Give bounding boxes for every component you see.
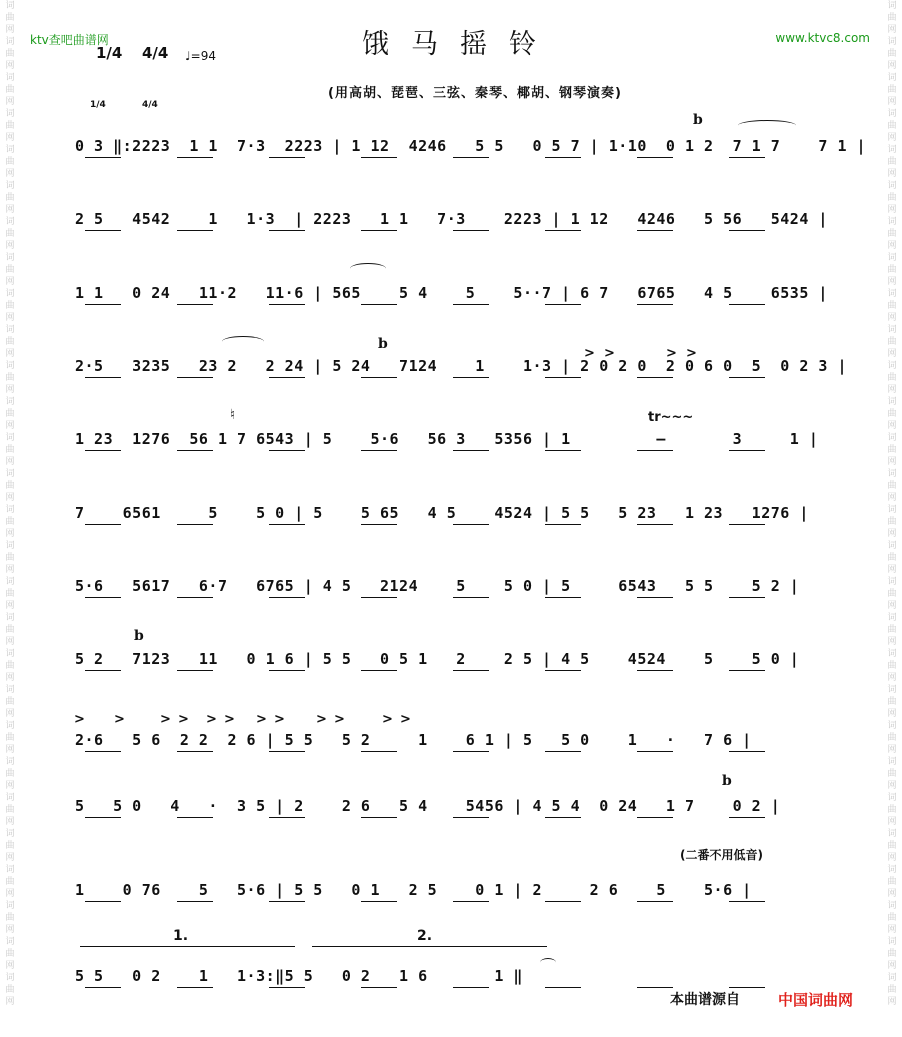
beam-line: [729, 751, 765, 752]
tempo-marking: ♩=94: [185, 49, 216, 63]
beam-line: [269, 157, 305, 158]
accent-mark: >: [206, 712, 218, 727]
accent-mark: >: [274, 712, 286, 727]
beam-line: [729, 450, 765, 451]
beam-line: [361, 817, 397, 818]
beam-line: [269, 304, 305, 305]
beam-line: [729, 157, 765, 158]
beam-line: [729, 817, 765, 818]
beam-line: [545, 157, 581, 158]
accent-mark: >: [382, 712, 394, 727]
score-line-notes: 5 5 0 2 1 1·3:‖5 5 0 2 1 6 1 ‖: [75, 967, 523, 985]
beam-line: [85, 230, 121, 231]
site-watermark-left[interactable]: ktv查吧曲谱网: [30, 33, 109, 47]
beam-line: [361, 670, 397, 671]
volta-label-1: 1.: [170, 928, 191, 944]
beam-line: [545, 230, 581, 231]
beam-line: [637, 987, 673, 988]
slur-mark: [222, 336, 264, 347]
accent-mark: >: [256, 712, 268, 727]
beam-line: [85, 304, 121, 305]
beam-line: [453, 450, 489, 451]
score-line: [75, 277, 840, 309]
beam-line: [269, 377, 305, 378]
accent-mark: >: [686, 346, 698, 361]
natural-sign: ♮: [230, 407, 236, 423]
beam-line: [269, 524, 305, 525]
slur-mark: [738, 120, 796, 131]
score-line-notes: 0 3 ‖:2223 1 1 7·3 2223 | 1 12 4246 5 5 0 5 7 | 1·10 0 1 2 7 1 7 7 1 |: [75, 137, 867, 155]
beam-line: [177, 670, 213, 671]
score-line-notes: 5·6 5617 6·7 6765 | 4 5 2124 5 5 0 | 5 6543 5 5 5 2 |: [75, 577, 800, 595]
accent-mark: >: [74, 712, 86, 727]
beam-line: [361, 157, 397, 158]
small-meter-one-four: 1/4: [90, 100, 106, 110]
beam-line: [545, 751, 581, 752]
beam-line: [177, 524, 213, 525]
score-line-notes: 1 23 1276 56 1 7 6543 | 5 5·6 56 3 5356 | 1 — 3 1 |: [75, 430, 819, 448]
score-line-notes: 5 5 0 4 · 3 5 | 2 2 6 5 4 5456 | 4 5 4 0 24 1 7 0 2 |: [75, 797, 781, 815]
beam-line: [361, 901, 397, 902]
beam-line: [545, 670, 581, 671]
slur-mark: [350, 263, 386, 274]
beam-line: [637, 377, 673, 378]
beam-line: [85, 157, 121, 158]
beam-line: [85, 987, 121, 988]
score-line-notes: 7 6561 5 5 0 | 5 5 65 4 5 4524 | 5 5 5 23 1 23 1276 |: [75, 504, 809, 522]
beam-line: [269, 751, 305, 752]
beam-line: [177, 597, 213, 598]
source-link[interactable]: 中国词曲网: [778, 991, 854, 1009]
beam-line: [269, 597, 305, 598]
beam-line: [269, 987, 305, 988]
beam-line: [637, 817, 673, 818]
beam-line: [545, 597, 581, 598]
beam-line: [453, 987, 489, 988]
beam-line: [361, 524, 397, 525]
accent-mark: >: [114, 712, 126, 727]
score-line: [75, 790, 840, 822]
beam-line: [453, 304, 489, 305]
beam-line: [269, 670, 305, 671]
beam-line: [545, 987, 581, 988]
beam-line: [177, 817, 213, 818]
beam-line: [85, 450, 121, 451]
beam-line: [729, 524, 765, 525]
score-line: [75, 497, 840, 529]
source-prefix: 本曲谱源自: [670, 992, 740, 1008]
accent-mark: >: [178, 712, 190, 727]
score-line-notes: 1 1 0 24 11·2 11·6 | 565 5 4 5 5··7 | 6 7 6765 4 5 6535 |: [75, 284, 828, 302]
meter-four-four: 4/4: [142, 44, 169, 62]
flat-sign: b: [693, 112, 703, 128]
beam-line: [545, 450, 581, 451]
beam-line: [729, 304, 765, 305]
beam-line: [729, 597, 765, 598]
beam-line: [453, 817, 489, 818]
score-line: [75, 643, 840, 675]
score-line: [75, 570, 840, 602]
flat-sign: b: [378, 336, 388, 352]
beam-line: [361, 230, 397, 231]
score-line-notes: 2·5 3235 23 2 2 24 | 5 24 7124 1 1·3 | 2 0 2 0 2 0 6 0 5 0 2 3 |: [75, 357, 847, 375]
score-line: [75, 724, 840, 756]
score-title: 饿马摇铃: [362, 29, 558, 60]
accent-mark: >: [400, 712, 412, 727]
score-line: [75, 960, 840, 992]
beam-line: [729, 901, 765, 902]
beam-line: [545, 901, 581, 902]
beam-line: [453, 597, 489, 598]
beam-line: [637, 230, 673, 231]
accent-mark: >: [584, 346, 596, 361]
beam-line: [453, 524, 489, 525]
score-line-notes: 1 0 76 5 5·6 | 5 5 0 1 2 5 0 1 | 2 2 6 5 5·6 |: [75, 881, 752, 899]
meter-one-four: 1/4: [96, 44, 123, 62]
small-meter-four-four: 4/4: [142, 100, 158, 110]
beam-line: [637, 304, 673, 305]
beam-line: [545, 304, 581, 305]
beam-line: [85, 377, 121, 378]
beam-line: [269, 450, 305, 451]
beam-line: [637, 751, 673, 752]
score-line: [75, 203, 840, 235]
beam-line: [453, 377, 489, 378]
score-line: [75, 874, 840, 906]
side-watermark-left: 词曲网词曲网词曲网词曲网词曲网词曲网词曲网词曲网词曲网词曲网词曲网词曲网词曲网词曲网词曲网词曲网词曲网词曲网词曲网词曲网词曲网词曲网词曲网词曲网词曲网词曲网词曲网词曲网: [5, 1, 15, 1007]
beam-line: [177, 751, 213, 752]
accent-mark: >: [666, 346, 678, 361]
score-line-notes: 5 2 7123 11 0 1 6 | 5 5 0 5 1 2 2 5 | 4 5 4524 5 5 0 |: [75, 650, 800, 668]
flat-sign: b: [722, 773, 732, 789]
beam-line: [361, 377, 397, 378]
instrumentation-subtitle: (用高胡、琵琶、三弦、秦琴、椰胡、钢琴演奏): [328, 86, 622, 101]
beam-line: [85, 817, 121, 818]
beam-line: [453, 670, 489, 671]
beam-line: [545, 524, 581, 525]
score-line-notes: 2 5 4542 1 1·3 | 2223 1 1 7·3 2223 | 1 12 4246 5 56 5424 |: [75, 210, 828, 228]
accent-mark: >: [160, 712, 172, 727]
beam-line: [453, 901, 489, 902]
beam-line: [85, 597, 121, 598]
beam-line: [729, 230, 765, 231]
beam-line: [729, 377, 765, 378]
beam-line: [269, 817, 305, 818]
volta-label-2: 2.: [414, 928, 435, 944]
beam-line: [637, 157, 673, 158]
accent-mark: >: [334, 712, 346, 727]
beam-line: [729, 987, 765, 988]
score-line-notes: 2·6 5 6 2 2 2 6 | 5 5 5 2 1 6 1 | 5 5 0 1 · 7 6 |: [75, 731, 752, 749]
beam-line: [637, 670, 673, 671]
beam-line: [361, 987, 397, 988]
side-watermark-right: 词曲网词曲网词曲网词曲网词曲网词曲网词曲网词曲网词曲网词曲网词曲网词曲网词曲网词曲网词曲网词曲网词曲网词曲网词曲网词曲网词曲网词曲网词曲网词曲网词曲网词曲网词曲网词曲网: [887, 1, 897, 1007]
score-line: [75, 350, 847, 382]
beam-line: [177, 901, 213, 902]
beam-line: [361, 304, 397, 305]
accent-mark: >: [316, 712, 328, 727]
score-line: [75, 130, 867, 162]
beam-line: [637, 450, 673, 451]
trill-mark: tr~~~: [648, 410, 694, 425]
beam-line: [453, 157, 489, 158]
beam-line: [85, 670, 121, 671]
score-line: [75, 423, 840, 455]
beam-line: [729, 670, 765, 671]
beam-line: [85, 524, 121, 525]
beam-line: [637, 524, 673, 525]
beam-line: [637, 901, 673, 902]
beam-line: [269, 230, 305, 231]
beam-line: [85, 751, 121, 752]
beam-line: [361, 597, 397, 598]
beam-line: [85, 901, 121, 902]
fermata-mark: [540, 958, 556, 967]
site-watermark-right[interactable]: www.ktvc8.com: [775, 31, 870, 45]
beam-line: [545, 377, 581, 378]
beam-line: [177, 157, 213, 158]
lower-octave-note: (二番不用低音): [680, 848, 763, 862]
accent-mark: >: [224, 712, 236, 727]
beam-line: [453, 230, 489, 231]
beam-line: [177, 304, 213, 305]
accent-mark: >: [604, 346, 616, 361]
beam-line: [637, 597, 673, 598]
beam-line: [361, 450, 397, 451]
beam-line: [177, 987, 213, 988]
beam-line: [177, 450, 213, 451]
beam-line: [177, 230, 213, 231]
beam-line: [361, 751, 397, 752]
flat-sign: b: [134, 628, 144, 644]
beam-line: [545, 817, 581, 818]
beam-line: [453, 751, 489, 752]
beam-line: [177, 377, 213, 378]
beam-line: [269, 901, 305, 902]
